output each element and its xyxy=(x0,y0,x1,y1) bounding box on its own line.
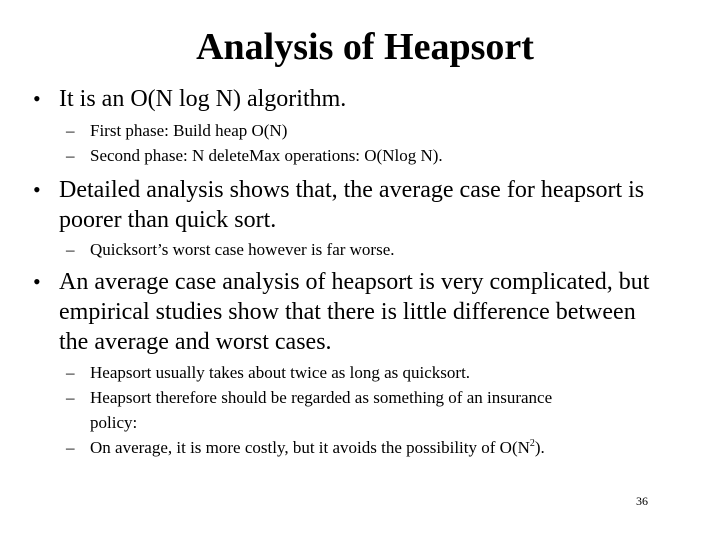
superscript: 2 xyxy=(529,438,535,449)
bullet-text-line: empirical studies show that there is little difference between xyxy=(59,299,636,325)
sub-item xyxy=(0,435,650,460)
sub-text-continued: policy: xyxy=(90,413,138,432)
bullet-text-line: Detailed analysis shows that, the average case for heapsort is xyxy=(59,177,645,203)
sub-text: On average, it is more costly, but it avoids the possibility of O(N xyxy=(90,438,530,457)
page-number: 36 xyxy=(636,494,648,508)
bullet-2 xyxy=(0,175,720,235)
bullet-icon: • xyxy=(33,177,41,202)
sub-item xyxy=(0,143,650,168)
bullet-2-subs xyxy=(0,237,720,262)
bullet-item xyxy=(0,175,720,235)
bullet-item xyxy=(0,84,720,114)
bullet-text-line: the average and worst cases. xyxy=(59,329,332,355)
sub-item xyxy=(0,237,650,262)
bullet-item xyxy=(0,267,720,357)
dash-icon: – xyxy=(66,146,75,165)
dash-icon: – xyxy=(66,388,75,407)
bullet-3-subs xyxy=(0,360,720,460)
bullet-3 xyxy=(0,267,720,357)
dash-icon: – xyxy=(66,240,75,259)
dash-icon: – xyxy=(66,363,75,382)
bullet-icon: • xyxy=(33,86,41,111)
sub-text-end: ). xyxy=(534,438,545,457)
sub-text: First phase: Build heap O(N) xyxy=(90,121,288,140)
sub-item xyxy=(0,385,650,435)
bullet-1 xyxy=(0,84,720,114)
sub-text: Quicksort’s worst case however is far worse. xyxy=(90,240,395,259)
bullet-text-line: poorer than quick sort. xyxy=(59,207,277,233)
dash-icon: – xyxy=(66,438,75,457)
sub-item xyxy=(0,118,650,143)
bullet-1-subs xyxy=(0,118,720,168)
sub-text: Heapsort usually takes about twice as long as quicksort. xyxy=(90,363,471,382)
bullet-text: It is an O(N log N) algorithm. xyxy=(59,86,347,112)
sub-text: Heapsort therefore should be regarded as something of an insurance xyxy=(90,388,553,407)
slide-title: Analysis of Heapsort xyxy=(196,26,534,68)
bullet-icon: • xyxy=(33,269,41,294)
sub-item xyxy=(0,360,650,385)
bullet-text-line: An average case analysis of heapsort is very complicated, but xyxy=(59,269,650,295)
sub-text: Second phase: N deleteMax operations: O(Nlog N). xyxy=(90,146,443,165)
dash-icon: – xyxy=(66,121,75,140)
